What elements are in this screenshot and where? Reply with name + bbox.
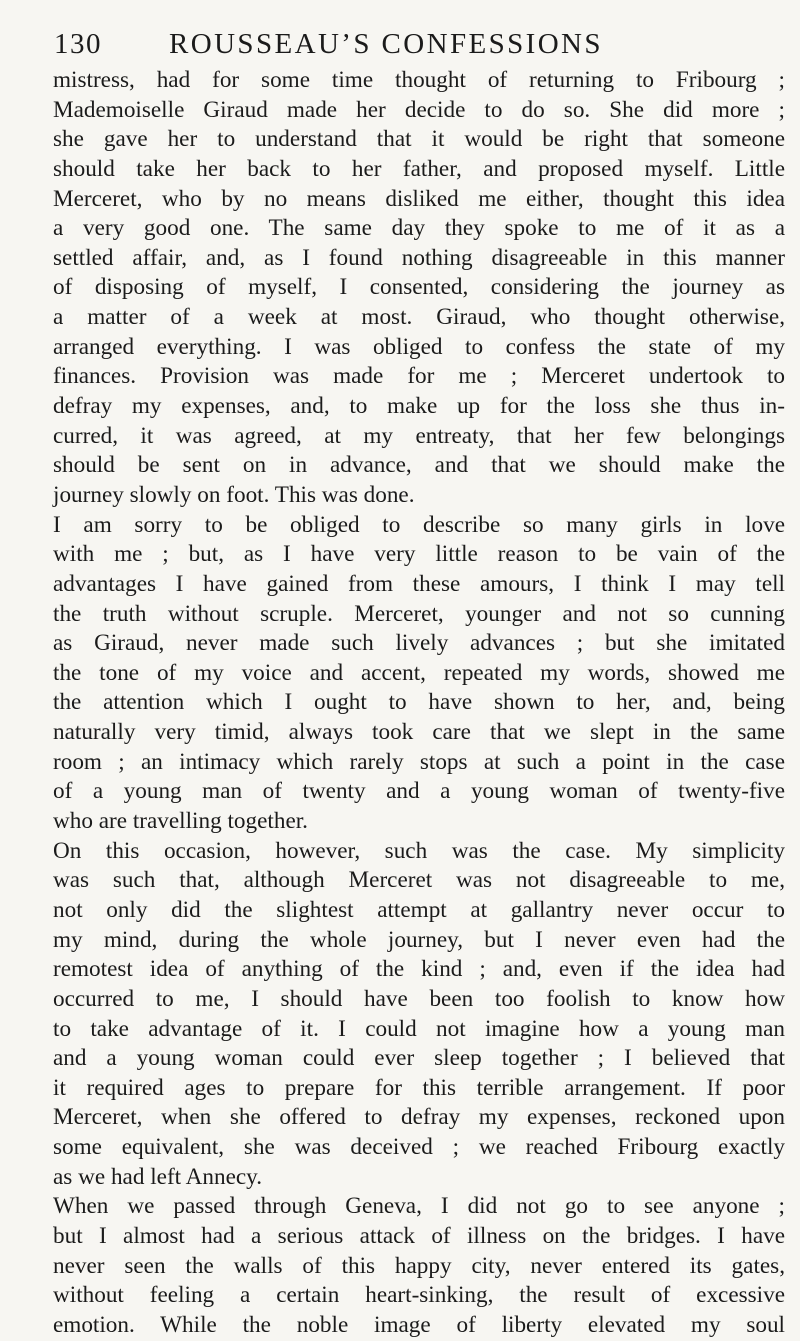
text-line: and a young woman could ever sleep together ; I believed that bbox=[53, 1045, 785, 1072]
text-line: with me ; but, as I have very little reason to be vain of the bbox=[53, 541, 785, 568]
text-line: emotion. While the noble image of liberty elevated my soul bbox=[53, 1311, 785, 1338]
text-line: who are travelling together. bbox=[53, 808, 308, 835]
text-line: settled affair, and, as I found nothing disagreeable in this manner bbox=[53, 244, 785, 271]
text-line: as we had left Annecy. bbox=[53, 1163, 263, 1190]
text-line: defray my expenses, and, to make up for the loss she thus in- bbox=[53, 393, 785, 420]
text-line: never seen the walls of this happy city, never entered its gates, bbox=[53, 1252, 785, 1279]
text-line: some equivalent, she was deceived ; we reached Fribourg exactly bbox=[53, 1134, 785, 1161]
text-line: it required ages to prepare for this terrible arrangement. If poor bbox=[53, 1074, 785, 1101]
text-line: a very good one. The same day they spoke to me of it as a bbox=[53, 215, 785, 242]
text-line: of a young man of twenty and a young woman of twenty-five bbox=[53, 778, 785, 805]
text-line: should be sent on in advance, and that we should make the bbox=[53, 452, 785, 479]
text-line: of disposing of myself, I consented, considering the journey as bbox=[53, 274, 785, 301]
text-line: room ; an intimacy which rarely stops at such a point in the case bbox=[53, 748, 785, 775]
text-line: On this occasion, however, such was the case. My simplicity bbox=[53, 837, 785, 864]
book-title: ROUSSEAU’S CONFESSIONS bbox=[169, 28, 603, 60]
running-head bbox=[53, 22, 785, 66]
text-line: but I almost had a serious attack of illness on the bridges. I have bbox=[53, 1222, 785, 1249]
text-line: as Giraud, never made such lively advances ; but she imitated bbox=[53, 630, 785, 657]
text-line: was such that, although Merceret was not disagreeable to me, bbox=[53, 867, 785, 894]
text-line: naturally very timid, always took care that we slept in the same bbox=[53, 719, 785, 746]
text-line: arranged everything. I was obliged to confess the state of my bbox=[53, 333, 785, 360]
text-line: advantages I have gained from these amours, I think I may tell bbox=[53, 570, 785, 597]
text-line: without feeling a certain heart-sinking, the result of excessive bbox=[53, 1282, 785, 1309]
text-line: occurred to me, I should have been too foolish to know how bbox=[53, 985, 785, 1012]
text-line: When we passed through Geneva, I did not go to see anyone ; bbox=[53, 1193, 785, 1220]
text-line: the truth without scruple. Merceret, younger and not so cunning bbox=[53, 600, 785, 627]
text-line: she gave her to understand that it would be right that someone bbox=[53, 126, 785, 153]
text-line: mistress, had for some time thought of returning to Fribourg ; bbox=[53, 67, 785, 93]
text-line: Merceret, when she offered to defray my expenses, reckoned upon bbox=[53, 1104, 785, 1131]
text-line: Mademoiselle Giraud made her decide to do so. She did more ; bbox=[53, 96, 785, 123]
text-line: journey slowly on foot. This was done. bbox=[53, 481, 415, 508]
body-text bbox=[53, 66, 785, 1341]
text-line: finances. Provision was made for me ; Merceret undertook to bbox=[53, 363, 785, 390]
text-line: the attention which I ought to have shown to her, and, being bbox=[53, 689, 785, 716]
text-line: a matter of a week at most. Giraud, who thought otherwise, bbox=[53, 304, 785, 331]
text-line: my mind, during the whole journey, but I never even had the bbox=[53, 926, 785, 953]
page-number: 130 bbox=[54, 28, 102, 60]
text-line: should take her back to her father, and proposed myself. Little bbox=[53, 155, 785, 182]
text-line: remotest idea of anything of the kind ; and, even if the idea had bbox=[53, 956, 785, 983]
text-line: Merceret, who by no means disliked me either, thought this idea bbox=[53, 185, 785, 212]
text-line: not only did the slightest attempt at gallantry never occur to bbox=[53, 896, 785, 923]
text-line: the tone of my voice and accent, repeated my words, showed me bbox=[53, 659, 785, 686]
text-line: curred, it was agreed, at my entreaty, that her few belongings bbox=[53, 422, 785, 449]
text-line: I am sorry to be obliged to describe so many girls in love bbox=[53, 511, 785, 538]
book-page bbox=[53, 22, 785, 1341]
text-line: to take advantage of it. I could not imagine how a young man bbox=[53, 1015, 785, 1042]
